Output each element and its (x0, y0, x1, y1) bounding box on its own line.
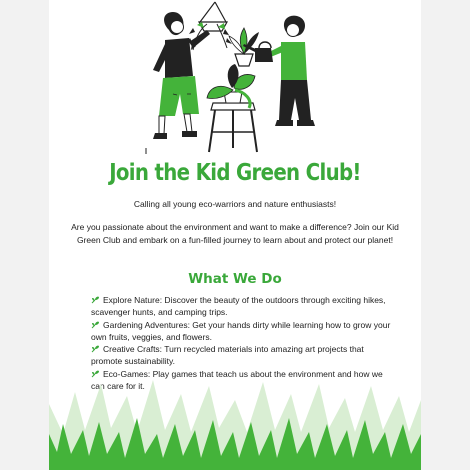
plant-stand-icon (207, 64, 257, 152)
list-item (91, 294, 391, 319)
list-item (91, 319, 391, 344)
grass-decoration (49, 374, 421, 470)
gardening-kids-illustration (49, 0, 421, 158)
sprout-icon (91, 321, 100, 329)
subtitle: Calling all young eco-warriors and nature enthusiasts! (133, 199, 337, 209)
girl-watering-figure (153, 12, 210, 139)
intro-paragraph: Are you passionate about the environment and want to make a difference? Join our Kid Green Club and embark on a fun-filled journey to learn about and protect our planet! (71, 222, 399, 245)
list-item (91, 343, 391, 368)
activity-text: Creative Crafts: Turn recycled materials into amazing art projects that promote sustainability. (91, 344, 364, 367)
potted-plant-icon (229, 28, 259, 66)
activity-text: Explore Nature: Discover the beauty of the outdoors through exciting hikes, scavenger hunts, and camping trips. (91, 295, 386, 318)
sprout-icon (91, 345, 100, 353)
section-heading: What We Do (188, 271, 282, 287)
poster (49, 0, 421, 470)
page-title: Join the Kid Green Club! (109, 160, 361, 186)
sprout-icon (91, 296, 100, 304)
activity-text: Gardening Adventures: Get your hands dirty while learning how to grow your own fruits, veggies, and flowers. (91, 319, 391, 342)
activity-text: Eco-Games: Play games that teach us about the environment and how we can care for it. (91, 368, 383, 392)
